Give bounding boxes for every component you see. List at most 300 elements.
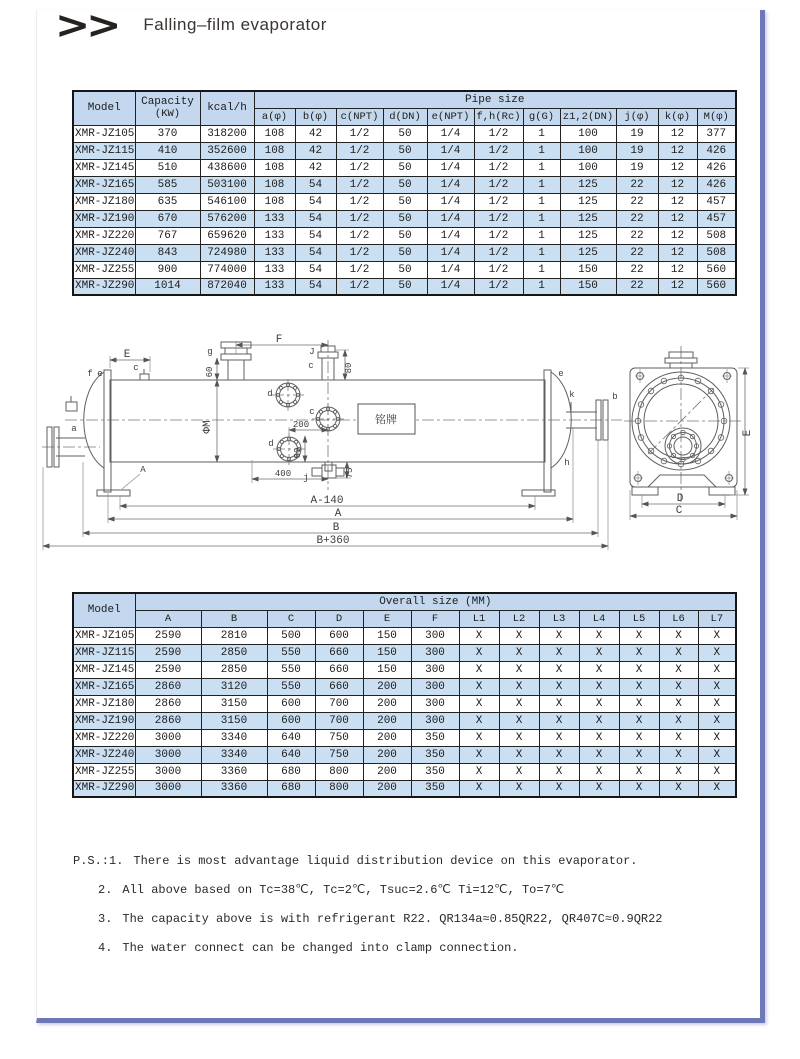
sub-header: e(NPT) xyxy=(427,108,474,125)
diagram-label: g xyxy=(207,347,213,357)
data-cell: X xyxy=(659,695,698,712)
note-text: All above based on Tc=38℃, Tc=2℃, Tsuc=2.6℃ Ti=12℃, To=7℃ xyxy=(122,883,565,897)
table-row xyxy=(73,712,736,729)
table-row xyxy=(73,278,736,295)
data-cell: X xyxy=(459,678,499,695)
data-cell: X xyxy=(499,780,539,797)
flange-d-upper xyxy=(272,379,304,411)
note-text: The water connect can be changed into clamp connection. xyxy=(122,941,519,955)
data-cell: 12 xyxy=(658,193,697,210)
data-cell: 774000 xyxy=(200,261,254,278)
diagram-label: C xyxy=(675,505,683,517)
data-cell: 350 xyxy=(411,763,459,780)
data-cell: 2590 xyxy=(135,661,201,678)
diagram-label: 400 xyxy=(274,469,292,479)
diagram-label: c xyxy=(133,363,139,373)
data-cell: 1/2 xyxy=(474,193,523,210)
data-cell: 500 xyxy=(267,627,315,644)
data-cell: X xyxy=(659,729,698,746)
data-cell: 22 xyxy=(616,176,658,193)
data-cell: 560 xyxy=(697,261,736,278)
data-cell: 724980 xyxy=(200,244,254,261)
table-row xyxy=(73,176,736,193)
data-cell: X xyxy=(539,695,579,712)
data-cell: X xyxy=(659,746,698,763)
data-cell: 1 xyxy=(523,159,560,176)
data-cell: 300 xyxy=(411,661,459,678)
data-cell: 1 xyxy=(523,278,560,295)
overall-size-table xyxy=(72,592,737,798)
data-cell: 2850 xyxy=(201,644,267,661)
table-row xyxy=(73,780,736,797)
data-cell: 3360 xyxy=(201,763,267,780)
data-cell: 800 xyxy=(315,780,363,797)
diagram-label: D xyxy=(676,493,684,505)
data-cell: 600 xyxy=(267,712,315,729)
table-row xyxy=(73,678,736,695)
data-cell: 1/2 xyxy=(474,278,523,295)
data-cell: 1/4 xyxy=(427,227,474,244)
data-cell: 108 xyxy=(254,193,295,210)
data-cell: 100 xyxy=(560,159,616,176)
data-cell: 600 xyxy=(267,695,315,712)
data-cell: 12 xyxy=(658,227,697,244)
notes-section xyxy=(73,853,723,969)
diagram-label: f xyxy=(87,369,93,379)
col-model: Model xyxy=(73,593,135,627)
data-cell: 352600 xyxy=(200,142,254,159)
data-cell: 560 xyxy=(697,278,736,295)
table-row xyxy=(73,746,736,763)
data-cell: 50 xyxy=(383,142,427,159)
data-cell: X xyxy=(539,627,579,644)
data-cell: X xyxy=(459,712,499,729)
data-cell: X xyxy=(698,780,736,797)
data-cell: 12 xyxy=(658,125,697,142)
diagram-label: 200 xyxy=(292,420,310,430)
diagram-label: c xyxy=(308,361,314,371)
data-cell: 700 xyxy=(315,695,363,712)
data-cell: 1/4 xyxy=(427,278,474,295)
table-row xyxy=(73,729,736,746)
data-cell: X xyxy=(499,746,539,763)
data-cell: 1 xyxy=(523,261,560,278)
data-cell: 133 xyxy=(254,244,295,261)
model-cell: XMR-JZ255 xyxy=(73,261,135,278)
sub-header: D xyxy=(315,610,363,627)
data-cell: X xyxy=(459,627,499,644)
data-cell: X xyxy=(579,644,619,661)
data-cell: 1 xyxy=(523,193,560,210)
data-cell: 2810 xyxy=(201,627,267,644)
data-cell: 585 xyxy=(135,176,200,193)
data-cell: 426 xyxy=(697,142,736,159)
sub-header: B xyxy=(201,610,267,627)
diagram-label: d xyxy=(268,439,274,449)
data-cell: 3340 xyxy=(201,729,267,746)
diagram-label: k xyxy=(569,390,575,400)
data-cell: 1/4 xyxy=(427,261,474,278)
data-cell: 125 xyxy=(560,227,616,244)
data-cell: X xyxy=(539,780,579,797)
table-row xyxy=(73,159,736,176)
sub-header: c(NPT) xyxy=(336,108,383,125)
nameplate-text: 铭牌 xyxy=(375,415,397,427)
data-cell: X xyxy=(459,729,499,746)
data-cell: 300 xyxy=(411,678,459,695)
sub-header: L2 xyxy=(499,610,539,627)
diagram-label: J xyxy=(309,347,315,357)
pipe-size-table xyxy=(72,90,737,296)
data-cell: 54 xyxy=(295,176,336,193)
data-cell: 12 xyxy=(658,261,697,278)
page-title: Falling–film evaporator xyxy=(143,15,327,34)
data-cell: X xyxy=(659,712,698,729)
table-row xyxy=(73,627,736,644)
data-cell: X xyxy=(499,644,539,661)
data-cell: 3000 xyxy=(135,729,201,746)
data-cell: X xyxy=(459,746,499,763)
data-cell: X xyxy=(539,746,579,763)
data-cell: 900 xyxy=(135,261,200,278)
data-cell: 1/2 xyxy=(336,142,383,159)
data-cell: 1 xyxy=(523,176,560,193)
note-number: 3. xyxy=(98,912,113,926)
data-cell: 108 xyxy=(254,142,295,159)
data-cell: 12 xyxy=(658,244,697,261)
diagram-label: E xyxy=(123,349,131,361)
diagram-label: d xyxy=(267,389,273,399)
data-cell: 12 xyxy=(658,210,697,227)
col-capacity-line1: Capacity xyxy=(141,96,194,109)
data-cell: 50 xyxy=(383,125,427,142)
model-cell: XMR-JZ220 xyxy=(73,227,135,244)
overall-subheader-row xyxy=(73,610,736,627)
data-cell: 767 xyxy=(135,227,200,244)
diagram-label: 75 xyxy=(345,467,355,479)
data-cell: X xyxy=(619,729,659,746)
note-2 xyxy=(98,882,723,899)
note-3 xyxy=(98,911,723,928)
sub-header: L4 xyxy=(579,610,619,627)
data-cell: 2590 xyxy=(135,644,201,661)
model-cell: XMR-JZ240 xyxy=(73,746,135,763)
data-cell: 503100 xyxy=(200,176,254,193)
data-cell: 12 xyxy=(658,142,697,159)
data-cell: 3000 xyxy=(135,763,201,780)
data-cell: 150 xyxy=(560,261,616,278)
sub-header: L3 xyxy=(539,610,579,627)
note-number: P.S.:1. xyxy=(73,854,124,868)
data-cell: 50 xyxy=(383,176,427,193)
data-cell: 1 xyxy=(523,142,560,159)
sub-header: L5 xyxy=(619,610,659,627)
data-cell: 125 xyxy=(560,244,616,261)
col-capacity-line2: (KW) xyxy=(154,108,181,121)
data-cell: 100 xyxy=(560,125,616,142)
table-row xyxy=(73,661,736,678)
data-cell: 2850 xyxy=(201,661,267,678)
data-cell: X xyxy=(459,763,499,780)
data-cell: 1/4 xyxy=(427,176,474,193)
data-cell: 19 xyxy=(616,142,658,159)
data-cell: X xyxy=(619,780,659,797)
data-cell: 22 xyxy=(616,261,658,278)
diagram-label: A-140 xyxy=(310,495,344,507)
data-cell: X xyxy=(499,695,539,712)
data-cell: 150 xyxy=(363,644,411,661)
diagram-label: 60 xyxy=(205,366,215,378)
data-cell: 700 xyxy=(315,712,363,729)
data-cell: 1/2 xyxy=(474,227,523,244)
model-cell: XMR-JZ290 xyxy=(73,780,135,797)
note-number: 2. xyxy=(98,883,113,897)
data-cell: 457 xyxy=(697,193,736,210)
title-bar xyxy=(55,4,327,46)
data-cell: 3000 xyxy=(135,746,201,763)
data-cell: 1/2 xyxy=(336,227,383,244)
sub-header: L6 xyxy=(659,610,698,627)
data-cell: 3150 xyxy=(201,712,267,729)
data-cell: 1/4 xyxy=(427,193,474,210)
data-cell: X xyxy=(619,695,659,712)
data-cell: 3340 xyxy=(201,746,267,763)
data-cell: 22 xyxy=(616,227,658,244)
data-cell: X xyxy=(579,695,619,712)
data-cell: X xyxy=(459,644,499,661)
model-cell: XMR-JZ190 xyxy=(73,712,135,729)
data-cell: 50 xyxy=(383,159,427,176)
data-cell: 200 xyxy=(363,746,411,763)
data-cell: X xyxy=(619,627,659,644)
data-cell: 200 xyxy=(363,695,411,712)
data-cell: 426 xyxy=(697,159,736,176)
data-cell: 550 xyxy=(267,678,315,695)
note-text: The capacity above is with refrigerant R22. QR134a≈0.85QR22, QR407C≈0.9QR22 xyxy=(122,912,663,926)
data-cell: X xyxy=(619,644,659,661)
data-cell: 133 xyxy=(254,278,295,295)
data-cell: X xyxy=(659,661,698,678)
data-cell: 1/2 xyxy=(336,176,383,193)
data-cell: X xyxy=(499,763,539,780)
data-cell: X xyxy=(539,763,579,780)
sub-header: L7 xyxy=(698,610,736,627)
data-cell: X xyxy=(659,780,698,797)
data-cell: 300 xyxy=(411,627,459,644)
table-row xyxy=(73,125,736,142)
data-cell: 800 xyxy=(315,763,363,780)
data-cell: 54 xyxy=(295,244,336,261)
table-row xyxy=(73,763,736,780)
data-cell: X xyxy=(698,695,736,712)
data-cell: 659620 xyxy=(200,227,254,244)
sub-header: a(φ) xyxy=(254,108,295,125)
data-cell: 1/4 xyxy=(427,210,474,227)
data-cell: 1 xyxy=(523,227,560,244)
sub-header: A xyxy=(135,610,201,627)
data-cell: 370 xyxy=(135,125,200,142)
data-cell: 660 xyxy=(315,661,363,678)
data-cell: X xyxy=(619,661,659,678)
sub-header: C xyxy=(267,610,315,627)
data-cell: 680 xyxy=(267,780,315,797)
data-cell: 200 xyxy=(363,780,411,797)
model-cell: XMR-JZ105 xyxy=(73,627,135,644)
data-cell: 1/2 xyxy=(336,261,383,278)
data-cell: 1/2 xyxy=(474,142,523,159)
model-cell: XMR-JZ165 xyxy=(73,678,135,695)
data-cell: 108 xyxy=(254,125,295,142)
diagram-label: b xyxy=(612,392,618,402)
data-cell: 200 xyxy=(363,712,411,729)
data-cell: X xyxy=(698,678,736,695)
model-cell: XMR-JZ190 xyxy=(73,210,135,227)
data-cell: 50 xyxy=(383,193,427,210)
note-4 xyxy=(98,940,723,957)
data-cell: 438600 xyxy=(200,159,254,176)
data-cell: 1/2 xyxy=(474,159,523,176)
data-cell: 750 xyxy=(315,746,363,763)
chevrons-icon: >> xyxy=(55,2,118,48)
data-cell: 42 xyxy=(295,159,336,176)
data-cell: 22 xyxy=(616,193,658,210)
table-row xyxy=(73,227,736,244)
data-cell: X xyxy=(659,678,698,695)
data-cell: 22 xyxy=(616,278,658,295)
data-cell: 640 xyxy=(267,729,315,746)
data-cell: X xyxy=(499,661,539,678)
data-cell: X xyxy=(579,729,619,746)
data-cell: X xyxy=(698,729,736,746)
data-cell: 843 xyxy=(135,244,200,261)
data-cell: 670 xyxy=(135,210,200,227)
data-cell: 150 xyxy=(560,278,616,295)
sub-header: M(φ) xyxy=(697,108,736,125)
diagram-label: j xyxy=(303,473,309,483)
data-cell: X xyxy=(539,729,579,746)
small-bolt-circle xyxy=(667,430,698,461)
data-cell: X xyxy=(539,678,579,695)
data-cell: 508 xyxy=(697,227,736,244)
overall-size-group-header: Overall size (MM) xyxy=(135,593,736,610)
data-cell: 635 xyxy=(135,193,200,210)
sub-header: b(φ) xyxy=(295,108,336,125)
data-cell: 2860 xyxy=(135,712,201,729)
data-cell: X xyxy=(579,746,619,763)
data-cell: 100 xyxy=(560,142,616,159)
data-cell: 750 xyxy=(315,729,363,746)
data-cell: X xyxy=(579,712,619,729)
diagram-label: B+360 xyxy=(316,535,350,547)
data-cell: X xyxy=(619,712,659,729)
data-cell: X xyxy=(698,712,736,729)
data-cell: 510 xyxy=(135,159,200,176)
data-cell: X xyxy=(579,763,619,780)
model-cell: XMR-JZ165 xyxy=(73,176,135,193)
data-cell: X xyxy=(579,678,619,695)
data-cell: 50 xyxy=(383,227,427,244)
data-cell: 108 xyxy=(254,176,295,193)
data-cell: 1/4 xyxy=(427,244,474,261)
data-cell: 546100 xyxy=(200,193,254,210)
diagram-label: 60 xyxy=(293,447,303,459)
data-cell: 576200 xyxy=(200,210,254,227)
data-cell: 640 xyxy=(267,746,315,763)
model-cell: XMR-JZ240 xyxy=(73,244,135,261)
data-cell: 300 xyxy=(411,644,459,661)
data-cell: X xyxy=(579,780,619,797)
data-cell: X xyxy=(539,644,579,661)
data-cell: X xyxy=(539,661,579,678)
sub-header: d(DN) xyxy=(383,108,427,125)
data-cell: 54 xyxy=(295,193,336,210)
sub-header: k(φ) xyxy=(658,108,697,125)
data-cell: 19 xyxy=(616,159,658,176)
data-cell: 3120 xyxy=(201,678,267,695)
data-cell: 1/2 xyxy=(336,159,383,176)
data-cell: 1/4 xyxy=(427,159,474,176)
data-cell: X xyxy=(499,712,539,729)
data-cell: 50 xyxy=(383,261,427,278)
data-cell: 300 xyxy=(411,712,459,729)
data-cell: 660 xyxy=(315,678,363,695)
data-cell: 1 xyxy=(523,210,560,227)
data-cell: 2860 xyxy=(135,695,201,712)
data-cell: 125 xyxy=(560,193,616,210)
data-cell: X xyxy=(698,763,736,780)
data-cell: X xyxy=(459,661,499,678)
data-cell: X xyxy=(499,678,539,695)
data-cell: 42 xyxy=(295,142,336,159)
diagram-label: A xyxy=(140,465,146,475)
data-cell: 600 xyxy=(315,627,363,644)
data-cell: 19 xyxy=(616,125,658,142)
sub-header: F xyxy=(411,610,459,627)
data-cell: X xyxy=(539,712,579,729)
model-cell: XMR-JZ105 xyxy=(73,125,135,142)
data-cell: X xyxy=(698,746,736,763)
data-cell: X xyxy=(698,661,736,678)
data-cell: 350 xyxy=(411,780,459,797)
model-cell: XMR-JZ145 xyxy=(73,159,135,176)
data-cell: 125 xyxy=(560,176,616,193)
diagram-label: F xyxy=(275,334,283,346)
model-cell: XMR-JZ220 xyxy=(73,729,135,746)
diagram-label: e xyxy=(558,369,564,379)
data-cell: 457 xyxy=(697,210,736,227)
data-cell: 1/2 xyxy=(336,193,383,210)
note-text: There is most advantage liquid distribution device on this evaporator. xyxy=(133,854,638,868)
data-cell: X xyxy=(579,661,619,678)
data-cell: 1/2 xyxy=(474,261,523,278)
model-cell: XMR-JZ115 xyxy=(73,142,135,159)
model-cell: XMR-JZ115 xyxy=(73,644,135,661)
diagram-label: e xyxy=(97,369,103,379)
data-cell: 350 xyxy=(411,746,459,763)
data-cell: X xyxy=(659,627,698,644)
data-cell: 550 xyxy=(267,661,315,678)
data-cell: X xyxy=(698,627,736,644)
data-cell: 2860 xyxy=(135,678,201,695)
data-cell: X xyxy=(579,627,619,644)
table-row xyxy=(73,695,736,712)
data-cell: 22 xyxy=(616,244,658,261)
note-number: 4. xyxy=(98,941,113,955)
data-cell: X xyxy=(499,627,539,644)
data-cell: 50 xyxy=(383,210,427,227)
data-cell: 42 xyxy=(295,125,336,142)
table-row xyxy=(73,644,736,661)
